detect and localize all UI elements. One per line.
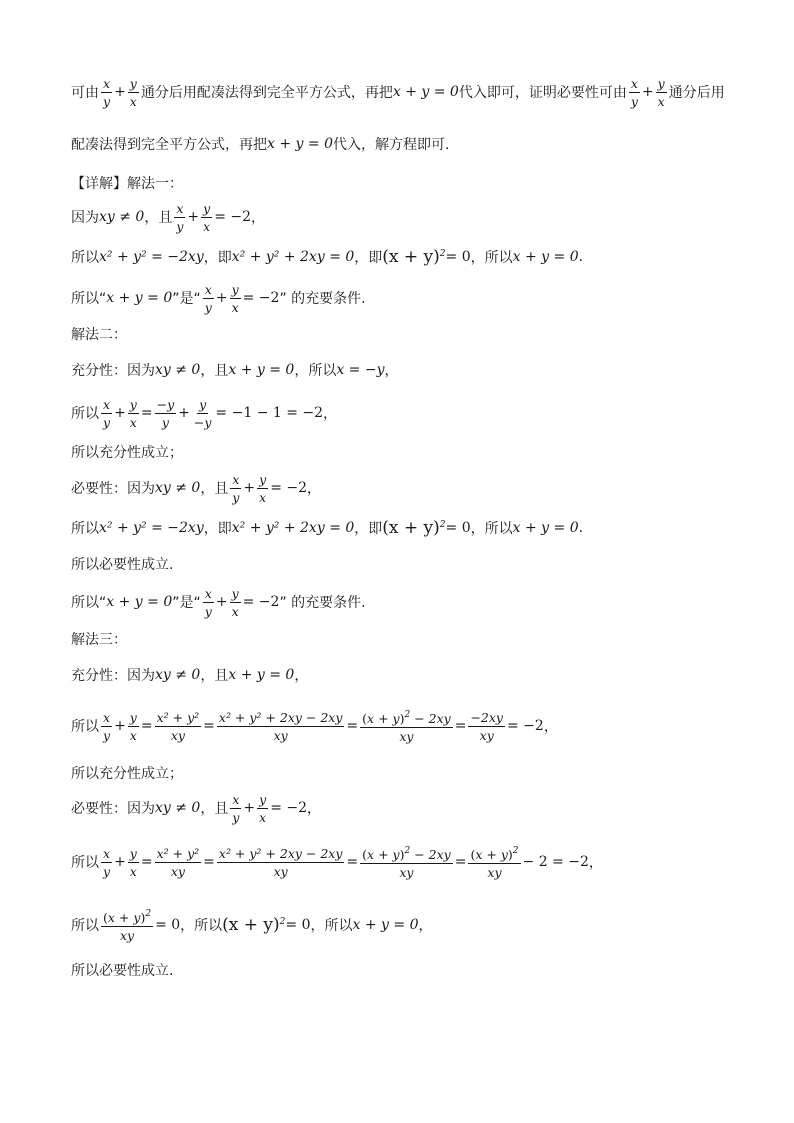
section-heading: 解法三： bbox=[71, 632, 127, 648]
math-line: 因为 xy ≠ 0 ，且 $\frac{x}{y}$ + $\frac{y}{x}$ = −2 ， bbox=[71, 200, 266, 234]
math-line: 所以充分性成立； bbox=[71, 766, 183, 782]
math-line: 所以 $\frac{x}{y}$ + $\frac{y}{x}$ = $\frac{\text{x² + y²}}{xy}$ = $\frac{\text{x² + y² + 2xy − 2xy}}{xy}$ = $\frac{(x + y)^2 - 2xy}{xy}$ = $\frac{-2xy}{xy}$ = −2 ， bbox=[71, 709, 558, 744]
fraction-y-over-x: $\frac{y}{x}$ bbox=[657, 75, 665, 109]
math-line: 所以 $\frac{x}{y}$ + $\frac{y}{x}$ = $\frac{-y}{y}$ + $\frac{y}{-y}$ = −1 − 1 = −2 ， bbox=[71, 396, 338, 430]
math-line: 所以 x² + y² = −2xy ，即 x² + y² + 2xy = 0 ，即 $(x + y)^2$ = 0 ，所以 x + y = 0 . bbox=[71, 518, 584, 538]
math-line: 充分性：因为 xy ≠ 0 ，且 x + y = 0 ，所以 x = −y ， bbox=[71, 362, 399, 379]
math-line: 所以充分性成立； bbox=[71, 445, 183, 461]
math-line: 所以必要性成立. bbox=[71, 963, 174, 979]
section-heading: 解法二： bbox=[71, 327, 127, 343]
math-line: 必要性：因为 xy ≠ 0 ，且 $\frac{x}{y}$ + $\frac{y}{x}$ = −2 ， bbox=[71, 791, 322, 825]
math-line: 必要性：因为 xy ≠ 0 ，且 $\frac{x}{y}$ + $\frac{y}{x}$ = −2 ， bbox=[71, 471, 322, 505]
math-line: 所以 $\frac{(x + y)^2}{xy}$ = 0 ，所以 $(x + y)^2$ = 0 ，所以 x + y = 0 ， bbox=[71, 909, 433, 943]
text-segment: 可由 bbox=[71, 85, 99, 101]
section-heading: 【详解】解法一： bbox=[71, 176, 183, 192]
formula: x + y = 0 bbox=[392, 84, 459, 100]
math-line: 所以必要性成立. bbox=[71, 557, 174, 573]
text-line-2: 配凑法得到完全平方公式，再把 x + y = 0 代入，解方程即可. bbox=[71, 136, 450, 153]
formula: x + y = 0 bbox=[267, 136, 333, 152]
math-line: 充分性：因为 xy ≠ 0 ，且 x + y = 0 ， bbox=[71, 667, 309, 684]
fraction-y-over-x: $\frac{y}{x}$ bbox=[129, 75, 137, 109]
text-line-1: 可由 $\frac{x}{y}$ + $\frac{y}{x}$ 通分后用配凑法得到完全平方公式，再把 x + y = 0 代入即可，证明必要性可由 $\frac{x}{y}$ + $\frac{y}{x}$ 通分后用 bbox=[71, 75, 725, 109]
fraction-x-over-y: $\frac{x}{y}$ bbox=[103, 75, 111, 109]
text-segment: 代入即可，证明必要性可由 bbox=[458, 85, 627, 101]
math-line: 所以“ x + y = 0 ”是“ $\frac{x}{y}$ + $\frac{y}{x}$ = −2 ” 的充要条件. bbox=[71, 585, 366, 619]
text-segment: 通分后用配凑法得到完全平方公式，再把 bbox=[140, 85, 393, 101]
math-line: 所以 $\frac{x}{y}$ + $\frac{y}{x}$ = $\frac{\text{x² + y²}}{xy}$ = $\frac{\text{x² + y² + 2xy − 2xy}}{xy}$ = $\frac{(x + y)^2 - 2xy}{xy}$ = $\frac{(x + y)^2}{xy}$ − 2 = −2 ， bbox=[71, 845, 603, 880]
math-line: 所以“ x + y = 0 ”是“ $\frac{x}{y}$ + $\frac{y}{x}$ = −2 ” 的充要条件. bbox=[71, 281, 366, 315]
fraction-x-over-y: $\frac{x}{y}$ bbox=[630, 75, 638, 109]
math-line: 所以 x² + y² = −2xy ，即 x² + y² + 2xy = 0 ，即 $(x + y)^2$ = 0 ，所以 x + y = 0 . bbox=[71, 247, 584, 267]
text-segment: 通分后用 bbox=[668, 85, 725, 101]
